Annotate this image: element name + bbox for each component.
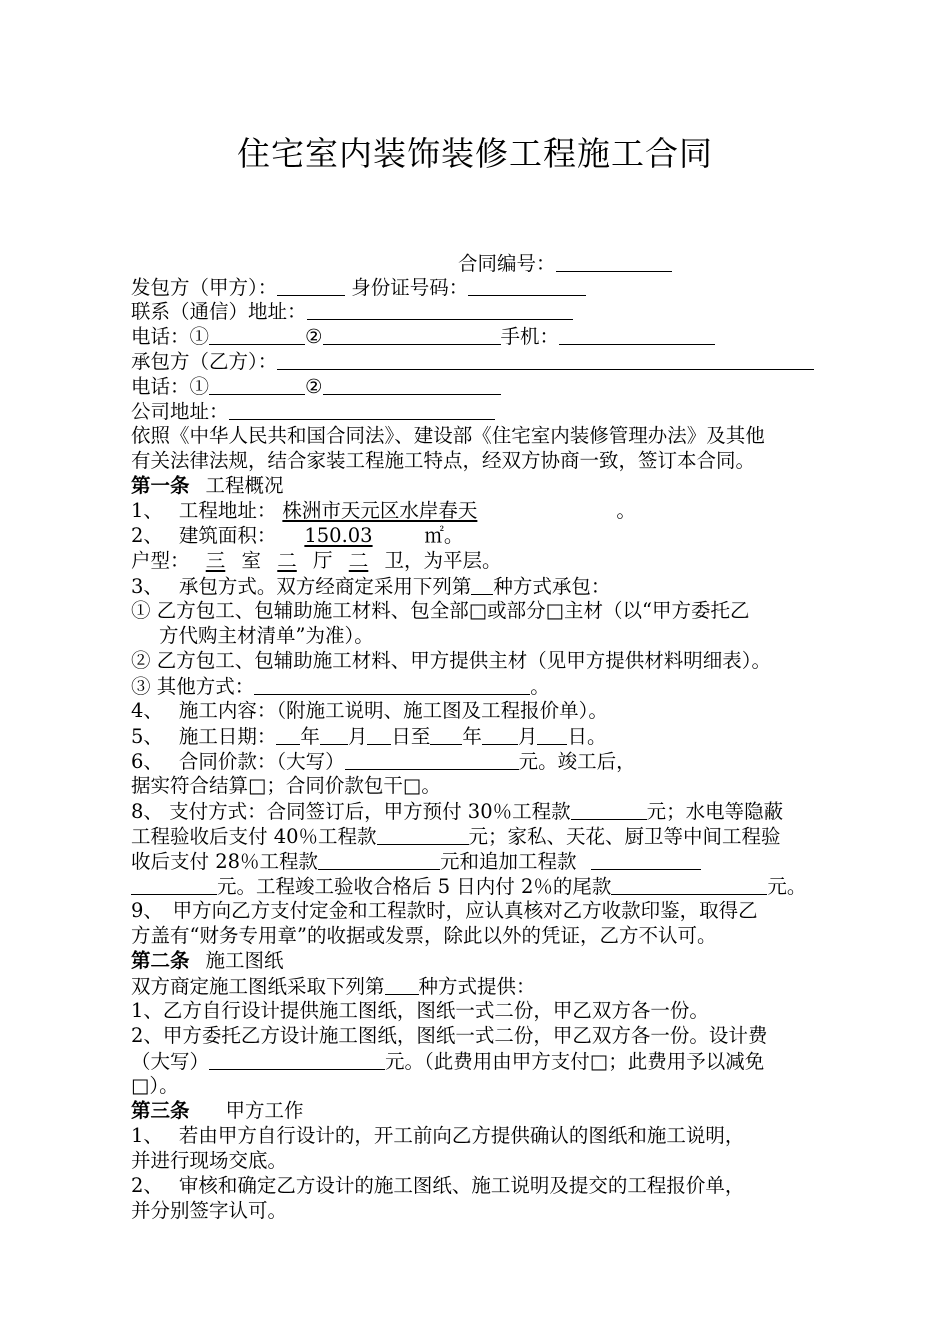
drawings-option-1: 1、乙方自行设计提供施工图纸，图纸一式二份，甲乙双方各一份。 [131,999,709,1022]
drawings-option-2-line-2 [131,1049,764,1074]
second-payment-blank[interactable] [377,824,469,845]
period: 。 [530,675,550,698]
contract-method-line [131,574,610,599]
party-a-phone-line [131,324,715,349]
payment-line-3 [131,849,701,874]
phone2-label: ② [305,375,323,398]
party-b-line [131,349,814,374]
phone1-label: 电话：① [131,325,210,348]
additional-payment-blank[interactable] [591,849,701,870]
phone2-blank[interactable] [323,324,501,345]
party-a-duty-1-line-2: 并进行现场交底。 [131,1149,288,1172]
article-3-heading [131,1099,304,1123]
building-area-value[interactable]: 150.03 [304,524,373,547]
phone1-blank[interactable] [209,374,305,395]
party-a-label: 发包方（甲方）： [131,276,278,299]
bath-count[interactable]: 二 [348,549,369,572]
party-a-duty-2-line-1: 2、 审核和确定乙方设计的施工图纸、施工说明及提交的工程报价单， [131,1174,745,1197]
contact-address-label: 联系（通信）地址： [131,300,307,323]
day-to-label: 日至 [391,725,431,748]
phone2-label: ② [305,325,323,348]
mobile-label: 手机： [500,325,560,348]
final-payment-blank[interactable] [611,874,767,895]
payment-line-2 [131,824,781,849]
contract-number-label: 合同编号： [458,252,556,275]
receipt-line-1: 9、 甲方向乙方支付定金和工程款时，应认真核对乙方收款印鉴，取得乙 [131,899,758,922]
article-2-number: 第二条 [131,949,190,972]
drawings-method-line [131,974,536,999]
year-label: 年 [300,725,320,748]
intro-line-2: 有关法律法规，结合家装工程施工特点，经双方协商一致，签订本合同。 [131,449,756,472]
hall-label: 厅 [313,549,333,572]
project-address-label: 1、 工程地址： [131,499,277,522]
additional-payment-blank-2[interactable] [131,874,217,895]
company-address-blank[interactable] [229,399,495,420]
payment-text: 元；水电等隐蔽 [646,800,784,823]
drawings-option-2-line-3: □）。 [131,1074,179,1097]
payment-text: 工程验收后支付 40％工程款 [131,825,377,848]
start-day-blank[interactable] [367,724,391,745]
project-address-line [131,499,636,523]
party-a-duty-2-line-2: 并分别签字认可。 [131,1199,288,1222]
hall-count[interactable]: 二 [277,549,297,572]
end-month-blank[interactable] [482,724,518,745]
contract-price-suffix: 元。竣工后， [518,750,636,773]
contact-address-blank[interactable] [307,299,573,320]
receipt-line-2: 方盖有“财务专用章”的收据或发票，除此以外的凭证，乙方不认可。 [131,924,717,947]
party-b-phone-line [131,374,501,399]
article-1-number: 第一条 [131,474,190,497]
option-3-line [131,674,550,699]
drawings-option-2-line-1: 2、甲方委托乙方设计施工图纸，图纸一式二份，甲乙双方各一份。设计费 [131,1024,768,1047]
contract-number-line [458,251,672,276]
company-address-label: 公司地址： [131,400,229,423]
area-unit: ㎡。 [424,524,464,547]
room-label: 室 [241,549,262,572]
option-3-blank[interactable] [254,674,530,695]
party-a-duty-1-line-1: 1、 若由甲方自行设计的，开工前向乙方提供确认的图纸和施工说明， [131,1124,745,1147]
party-b-label: 承包方（乙方）： [131,350,278,373]
payment-line-4 [131,874,806,899]
payment-text: 收后支付 28％工程款 [131,850,319,873]
phone2-blank[interactable] [323,374,501,395]
payment-line-1 [131,799,783,824]
party-a-line [131,275,586,300]
article-2-heading [131,949,284,973]
option-1-line-2: 方代购主材清单”为准）。 [159,624,374,647]
third-payment-blank[interactable] [318,849,440,870]
option-2-line: ② 乙方包工、包辅助施工材料、甲方提供主材（见甲方提供材料明细表）。 [131,649,771,672]
settlement-line: 据实符合结算□；合同价款包干□。 [131,774,441,797]
party-a-blank[interactable] [277,275,345,296]
building-area-label: 2、 建筑面积： [131,524,277,547]
room-count[interactable]: 三 [205,549,226,572]
period: 。 [616,499,636,522]
design-fee-suffix: 元。（此费用由甲方支付□；此费用予以减免 [385,1050,765,1073]
mobile-blank[interactable] [559,324,715,345]
party-b-blank[interactable] [277,349,814,370]
start-year-blank[interactable] [276,724,300,745]
end-day-blank[interactable] [537,724,567,745]
bath-label: 卫，为平层。 [384,549,502,572]
contract-price-label: 6、 合同价款：（大写） [131,750,345,773]
end-year-blank[interactable] [430,724,462,745]
payment-text: 元；家私、天花、厨卫等中间工程验 [468,825,781,848]
construction-date-line [131,724,606,749]
construction-date-label: 5、 施工日期： [131,725,277,748]
payment-text: 8、 支付方式：合同签订后，甲方预付 30％工程款 [131,800,571,823]
contract-price-line [131,749,636,774]
article-1-heading [131,474,284,498]
phone1-label: 电话：① [131,375,210,398]
document-title: 住宅室内装饰装修工程施工合同 [237,134,713,173]
contract-method-blank[interactable] [471,574,493,595]
month-label: 月 [517,725,538,748]
option-3-label: ③ 其他方式： [131,675,255,698]
drawings-method-blank[interactable] [385,974,419,995]
building-area-line [131,524,463,548]
contract-number-blank[interactable] [556,251,672,272]
payment-text: 元。工程竣工验收合格后 5 日内付 2％的尾款 [217,875,612,898]
phone1-blank[interactable] [209,324,305,345]
article-2-title: 施工图纸 [205,949,284,972]
start-month-blank[interactable] [320,724,348,745]
design-fee-blank[interactable] [209,1049,385,1070]
contract-method-suffix: 种方式承包： [493,575,611,598]
layout-line [131,549,502,573]
payment-text: 元。 [767,875,807,898]
intro-line-1: 依照《中华人民共和国合同法》、建设部《住宅室内装修管理办法》及其他 [131,424,765,447]
construction-content-line: 4、 施工内容：（附施工说明、施工图及工程报价单）。 [131,699,608,722]
drawings-method-suffix: 种方式提供： [418,975,536,998]
id-number-label: 身份证号码： [351,276,469,299]
article-3-title: 甲方工作 [225,1099,304,1122]
contract-price-blank[interactable] [345,749,519,770]
month-label: 月 [347,725,368,748]
layout-label: 户型： [131,549,190,572]
year-label: 年 [462,725,482,748]
contract-method-label: 3、 承包方式。双方经商定采用下列第 [131,575,472,598]
payment-text: 元和追加工程款 [440,850,577,873]
article-1-title: 工程概况 [205,474,284,497]
drawings-method-label: 双方商定施工图纸采取下列第 [131,975,385,998]
contact-address-line [131,299,573,324]
option-1-line-1: ① 乙方包工、包辅助施工材料、包全部□或部分□主材（以“甲方委托乙 [131,599,750,622]
article-3-number: 第三条 [131,1099,190,1122]
id-number-blank[interactable] [468,275,586,296]
project-address-value[interactable]: 株洲市天元区水岸春天 [282,499,478,522]
company-address-line [131,399,495,424]
prepayment-blank[interactable] [571,799,647,820]
day-label: 日。 [567,725,607,748]
design-fee-label: （大写） [131,1050,210,1073]
